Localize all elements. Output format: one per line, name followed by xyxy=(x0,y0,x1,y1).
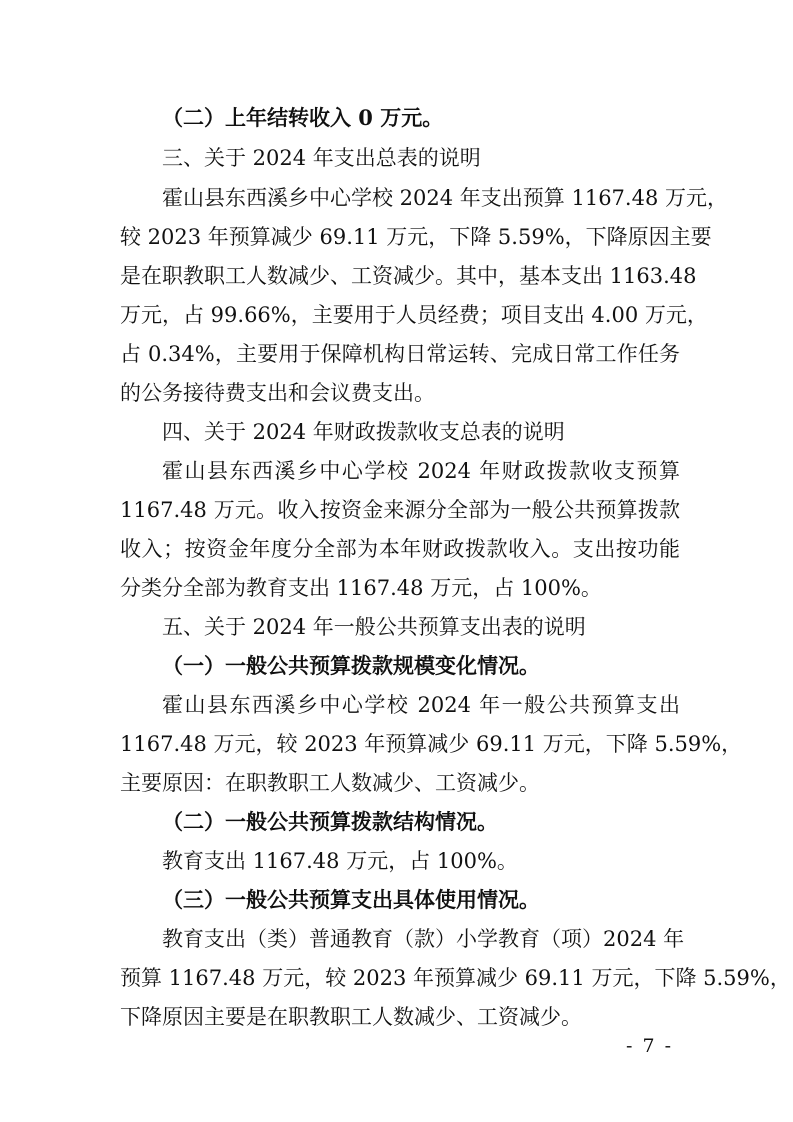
paragraph-line: 分类分全部为教育支出 1167.48 万元，占 100%。 xyxy=(120,576,602,600)
paragraph-line: 霍山县东西溪乡中心学校 2024 年支出预算 1167.48 万元， xyxy=(162,186,728,210)
paragraph-line: 霍山县东西溪乡中心学校 2024 年一般公共预算支出 xyxy=(162,693,680,717)
paragraph-line: 的公务接待费支出和会议费支出。 xyxy=(120,381,435,405)
paragraph-line: 较 2023 年预算减少 69.11 万元，下降 5.59%，下降原因主要 xyxy=(120,225,712,249)
paragraph-line: 霍山县东西溪乡中心学校 2024 年财政拨款收支预算 xyxy=(162,459,680,483)
paragraph-line: 下降原因主要是在职教职工人数减少、工资减少。 xyxy=(120,1005,582,1029)
sub-heading-specific-use: （三）一般公共预算支出具体使用情况。 xyxy=(162,887,540,912)
paragraph-line: 1167.48 万元。收入按资金来源分全部为一般公共预算拨款 xyxy=(120,498,680,522)
paragraph-line: 主要原因：在职教职工人数减少、工资减少。 xyxy=(120,771,540,795)
paragraph-line: 万元，占 99.66%，主要用于人员经费；项目支出 4.00 万元， xyxy=(120,303,708,327)
section-heading-5: 五、关于 2024 年一般公共预算支出表的说明 xyxy=(162,615,586,639)
paragraph-line: 教育支出 1167.48 万元，占 100%。 xyxy=(162,849,518,873)
sub-heading-prior-year-carryover: （二）上年结转收入 0 万元。 xyxy=(162,105,444,130)
page-number: - 7 - xyxy=(625,1035,673,1057)
paragraph-line-bold-lead: 教育支出（类）普通教育（款）小学教育（项）2024 年 xyxy=(162,927,685,951)
paragraph-line: 预算 1167.48 万元，较 2023 年预算减少 69.11 万元，下降 5.59%， xyxy=(120,966,791,990)
paragraph-line: 收入；按资金年度分全部为本年财政拨款收入。支出按功能 xyxy=(120,537,680,561)
paragraph-line: 是在职教职工人数减少、工资减少。其中，基本支出 1163.48 xyxy=(120,264,697,288)
sub-heading-scale-change: （一）一般公共预算拨款规模变化情况。 xyxy=(162,653,540,678)
paragraph-line: 占 0.34%，主要用于保障机构日常运转、完成日常工作任务 xyxy=(120,342,680,366)
paragraph-line: 1167.48 万元，较 2023 年预算减少 69.11 万元，下降 5.59%， xyxy=(120,732,743,756)
sub-heading-structure: （二）一般公共预算拨款结构情况。 xyxy=(162,809,498,834)
section-heading-4: 四、关于 2024 年财政拨款收支总表的说明 xyxy=(162,420,565,444)
section-heading-3: 三、关于 2024 年支出总表的说明 xyxy=(162,146,481,170)
